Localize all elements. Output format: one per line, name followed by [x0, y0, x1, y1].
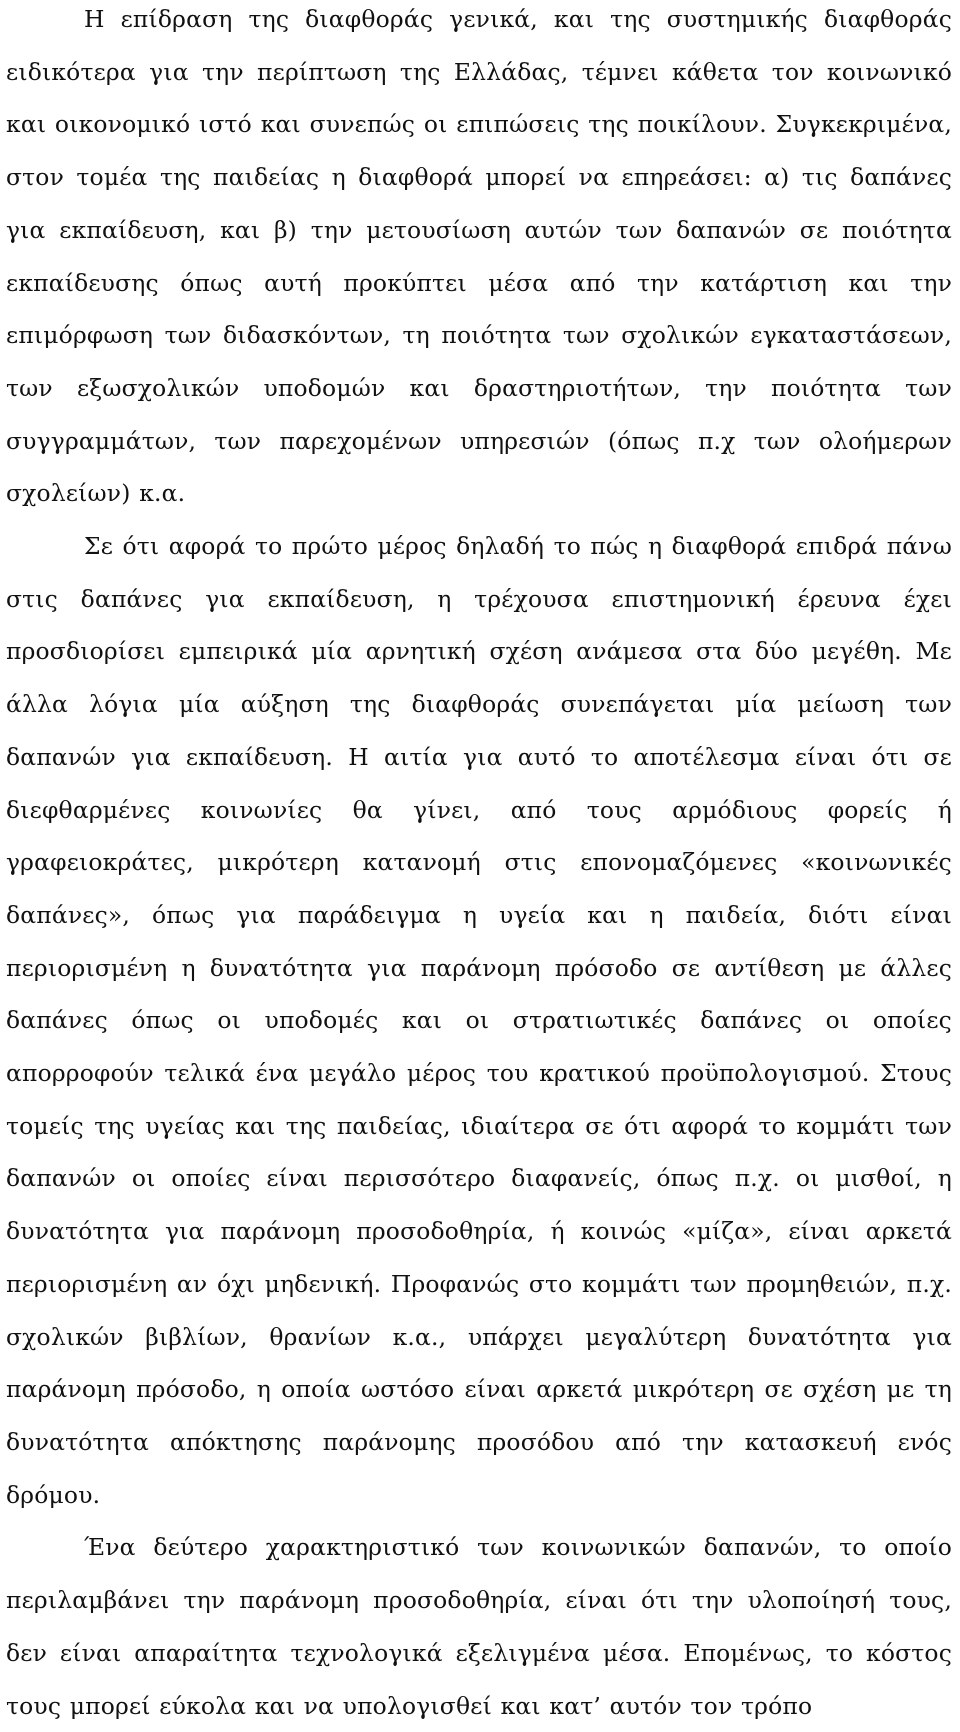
paragraph-1: Η επίδραση της διαφθοράς γενικά, και της συστημικής διαφθοράς ειδικότερα για την περίπτωση της Ελλάδας, τέμνει κάθετα τον κοινωνικό και οικονομικό ιστό και συνεπώς οι επιπώσεις της ποικίλουν. Συγκεκριμένα, στον τομέα της παιδείας η διαφθορά μπορεί να επηρεάσει: α) τις δαπάνες για εκπαίδευση, και β) την μετουσίωση αυτών των δαπανών σε ποιότητα εκπαίδευσης όπως αυτή προκύπτει μέσα από την κατάρτιση και την επιμόρφωση των διδασκόντων, τη ποιότητα των σχολικών εγκαταστάσεων, των εξωσχολικών υποδομών και δραστηριοτήτων, την ποιότητα των συγγραμμάτων, των παρεχομένων υπηρεσιών (όπως π.χ των ολοήμερων σχολείων) κ.α.: [6, 5, 952, 508]
document-page: [6, 0, 952, 1732]
paragraph-3: Ένα δεύτερο χαρακτηριστικό των κοινωνικών δαπανών, το οποίο περιλαμβάνει την παράνομη προσοδοθηρία, είναι ότι την υλοποίησή τους, δεν είναι απαραίτητα τεχνολογικά εξελιγμένα μέσα. Επομένως, το κόστος τους μπορεί εύκολα και να υπολογισθεί και κατ’ αυτόν τον τρόπο: [6, 1533, 952, 1720]
paragraph-2: Σε ότι αφορά το πρώτο μέρος δηλαδή το πώς η διαφθορά επιδρά πάνω στις δαπάνες για εκπαίδευση, η τρέχουσα επιστημονική έρευνα έχει προσδιορίσει εμπειρικά μία αρνητική σχέση ανάμεσα στα δύο μεγέθη. Με άλλα λόγια μία αύξηση της διαφθοράς συνεπάγεται μία μείωση των δαπανών για εκπαίδευση. Η αιτία για αυτό το αποτέλεσμα είναι ότι σε διεφθαρμένες κοινωνίες θα γίνει, από τους αρμόδιους φορείς ή γραφειοκράτες, μικρότερη κατανομή στις επονομαζόμενες «κοινωνικές δαπάνες», όπως για παράδειγμα η υγεία και η παιδεία, διότι είναι περιορισμένη η δυνατότητα για παράνομη πρόσοδο σε αντίθεση με άλλες δαπάνες όπως οι υποδομές και οι στρατιωτικές δαπάνες οι οποίες απορροφούν τελικά ένα μεγάλο μέρος του κρατικού προϋπολογισμού. Στους τομείς της υγείας και της παιδείας, ιδιαίτερα σε ότι αφορά το κομμάτι των δαπανών οι οποίες είναι περισσότερο διαφανείς, όπως π.χ. οι μισθοί, η δυνατότητα για παράνομη προσοδοθηρία, ή κοινώς «μίζα», είναι αρκετά περιορισμένη αν όχι μηδενική. Προφανώς στο κομμάτι των προμηθειών, π.χ. σχολικών βιβλίων, θρανίων κ.α., υπάρχει μεγαλύτερη δυνατότητα για παράνομη πρόσοδο, η οποία ωστόσο είναι αρκετά μικρότερη σε σχέση με τη δυνατότητα απόκτησης παράνομης προσόδου από την κατασκευή ενός δρόμου.: [6, 532, 952, 1509]
